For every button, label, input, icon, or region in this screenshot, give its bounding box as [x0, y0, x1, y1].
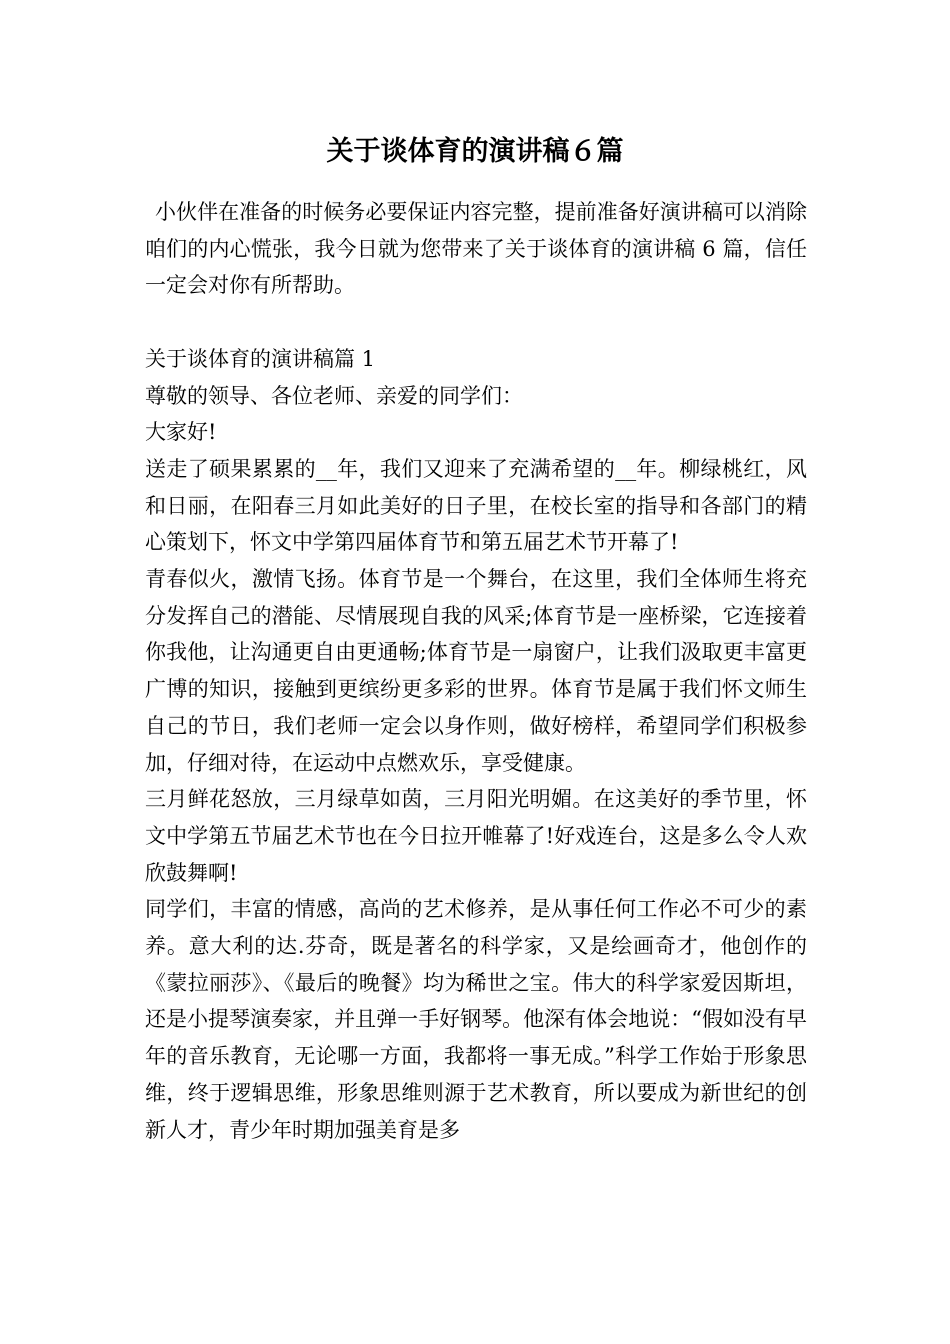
- document-body: [145, 194, 807, 1148]
- body-paragraph: 三月鲜花怒放，三月绿草如茵，三月阳光明媚。在这美好的季节里，怀文中学第五节届艺术节也在今日拉开帷幕了!好戏连台，这是多么令人欢欣鼓舞啊!: [145, 787, 807, 885]
- document-title: 关于谈体育的演讲稿６篇: [326, 136, 624, 167]
- section-heading: 关于谈体育的演讲稿篇 1: [145, 346, 376, 371]
- body-paragraph: 同学们，丰富的情感，高尚的艺术修养，是从事任何工作必不可少的素养。意大利的达.芬奇，既是著名的科学家，又是绘画奇才，他创作的《蒙拉丽莎》、《最后的晚餐》均为稀世之宝。伟大的科学家爱因斯坦，还是小提琴演奏家，并且弹一手好钢琴。他深有体会地说：“假如没有早年的音乐教育，无论哪一方面，我都将一事无成。”科学工作始于形象思维，终于逻辑思维，形象思维则源于艺术教育，所以要成为新世纪的创新人才，青少年时期加强美育是多: [145, 897, 807, 1142]
- body-paragraph: 送走了硕果累累的__年，我们又迎来了充满希望的__年。柳绿桃红，风和日丽，在阳春三月如此美好的日子里，在校长室的指导和各部门的精心策划下，怀文中学第四届体育节和第五届艺术节开幕了!: [145, 456, 807, 555]
- body-paragraph: 青春似火，激情飞扬。体育节是一个舞台，在这里，我们全体师生将充分发挥自己的潜能、尽情展现自我的风采;体育节是一座桥梁，它连接着你我他，让沟通更自由更通畅;体育节是一扇窗户，让我们汲取更丰富更广博的知识，接触到更缤纷更多彩的世界。体育节是属于我们怀文师生自己的节日，我们老师一定会以身作则，做好榜样，希望同学们积极参加，仔细对待，在运动中点燃欢乐，享受健康。: [145, 567, 807, 775]
- intro-paragraph: 小伙伴在准备的时候务必要保证内容完整，提前准备好演讲稿可以消除咱们的内心慌张，我今日就为您带来了关于谈体育的演讲稿 6 篇，信任一定会对你有所帮助。: [145, 200, 807, 298]
- salutation: 尊敬的领导、各位老师、亲爱的同学们：: [145, 383, 523, 408]
- paragraph-spacer: [145, 304, 807, 341]
- greeting: 大家好!: [145, 420, 217, 445]
